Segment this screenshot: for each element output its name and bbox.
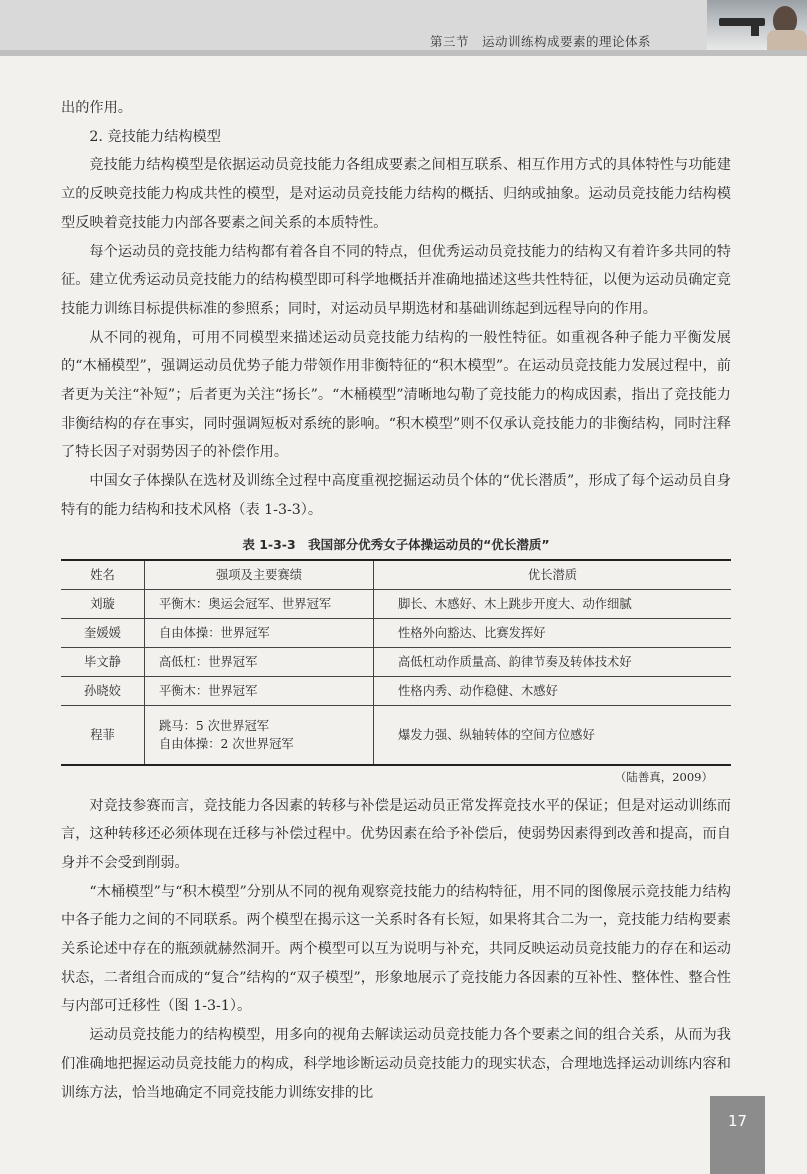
cell-quality: 脚长、木感好、木上跳步开度大、动作细腻	[374, 589, 732, 618]
paragraph-continued: 出的作用。	[61, 100, 132, 116]
header-rule	[0, 50, 807, 56]
section-subheading: 2. 竞技能力结构模型	[89, 128, 221, 145]
page-number: 17	[727, 1112, 748, 1130]
table-row	[61, 618, 731, 647]
page-number-tab	[710, 1096, 765, 1174]
cell-quality: 性格内秀、动作稳健、木感好	[374, 676, 732, 705]
table-source-citation: （陆善真，2009）	[614, 769, 713, 784]
paragraph: 每个运动员的竞技能力结构都有着各自不同的特点，但优秀运动员竞技能力的结构又有着许多共同的特征。建立优秀运动员竞技能力的结构模型即可科学地概括并准确地描述这些共性特征，以便为运动员确定竞技能力训练目标提供标准的参照系；同时，对运动员早期选材和基础训练起到远程导向的作用。	[61, 243, 731, 317]
column-header-quality: 优长潜质	[374, 560, 732, 590]
paragraph: “木桶模型”与“积木模型”分别从不同的视角观察竞技能力的结构特征，用不同的图像展示竞技能力结构中各子能力之间的不同联系。两个模型在揭示这一关系时各有长短，如果将其合二为一，竞技能力结构要素关系论述中存在的瓶颈就赫然洞开。两个模型可以互为说明与补充，共同反映运动员竞技能力的存在和运动状态，二者组合而成的“复合”结构的“双子模型”，形象地展示了竞技能力各因素的互补性、整体性、整合性与内部可迁移性（图 1-3-1）。	[61, 883, 731, 1015]
table-row	[61, 705, 731, 765]
cell-name: 奎媛媛	[61, 618, 145, 647]
pistol-grip-shape	[751, 24, 759, 36]
paragraph: 运动员竞技能力的结构模型，用多向的视角去解读运动员竞技能力各个要素之间的组合关系，从而为我们准确地把握运动员竞技能力的构成，科学地诊断运动员竞技能力的现实状态，合理地选择运动训练内容和训练方法，恰当地确定不同竞技能力训练安排的比	[61, 1027, 731, 1101]
cell-event: 平衡木：奥运会冠军、世界冠军	[145, 589, 374, 618]
cell-name: 程菲	[61, 705, 145, 765]
paragraph: 中国女子体操队在选材及训练全过程中高度重视挖掘运动员个体的“优长潜质”，形成了每个运动员自身特有的能力结构和技术风格（表 1-3-3）。	[61, 473, 731, 518]
table-caption: 表 1-3-3 我国部分优秀女子体操运动员的“优长潜质”	[242, 536, 550, 552]
cell-name: 毕文静	[61, 647, 145, 676]
cell-event: 高低杠：世界冠军	[145, 647, 374, 676]
cell-quality: 爆发力强、纵轴转体的空间方位感好	[374, 705, 732, 765]
header-band	[0, 0, 807, 50]
cell-name: 孙晓姣	[61, 676, 145, 705]
table-row	[61, 589, 731, 618]
table-header-row	[61, 560, 731, 590]
header-shooter-photo	[707, 0, 807, 50]
paragraph: 从不同的视角，可用不同模型来描述运动员竞技能力结构的一般性特征。如重视各种子能力平衡发展的“木桶模型”，强调运动员优势子能力带领作用非衡特征的“积木模型”。在运动员竞技能力发展过程中，前者更为关注“补短”；后者更为关注“扬长”。“木桶模型”清晰地勾勒了竞技能力的构成因素，指出了竞技能力非衡结构的存在事实，同时强调短板对系统的影响。“积木模型”则不仅承认竞技能力的非衡结构，同时注释了特长因子对弱势因子的补偿作用。	[61, 329, 731, 461]
paragraph: 竞技能力结构模型是依据运动员竞技能力各组成要素之间相互联系、相互作用方式的具体特性与功能建立的反映竞技能力构成共性的模型，是对运动员竞技能力结构的概括、归纳或抽象。运动员竞技能力结构模型反映着竞技能力内部各要素之间关系的本质特性。	[61, 157, 731, 231]
table-row	[61, 676, 731, 705]
athlete-body-shape	[767, 30, 807, 50]
cell-name: 刘璇	[61, 589, 145, 618]
running-header-title: 第三节 运动训练构成要素的理论体系	[430, 34, 652, 49]
cell-quality: 性格外向豁达、比赛发挥好	[374, 618, 732, 647]
gymnasts-table	[61, 559, 731, 766]
paragraph: 对竞技参赛而言，竞技能力各因素的转移与补偿是运动员正常发挥竞技水平的保证；但是对运动训练而言，这种转移还必须体现在迁移与补偿过程中。优势因素在给予补偿后，使弱势因素得到改善和提高，而自身并不会受到削弱。	[61, 797, 731, 871]
cell-event	[145, 705, 374, 765]
column-header-event: 强项及主要赛绩	[145, 560, 374, 590]
cell-event: 自由体操：世界冠军	[145, 618, 374, 647]
cell-quality: 高低杠动作质量高、韵律节奏及转体技术好	[374, 647, 732, 676]
column-header-name: 姓名	[61, 560, 145, 590]
page-body	[61, 94, 731, 1107]
cell-event: 平衡木：世界冠军	[145, 676, 374, 705]
cell-event-line: 跳马：5 次世界冠军	[159, 718, 270, 733]
cell-event-line: 自由体操：2 次世界冠军	[159, 736, 294, 751]
table-row	[61, 647, 731, 676]
